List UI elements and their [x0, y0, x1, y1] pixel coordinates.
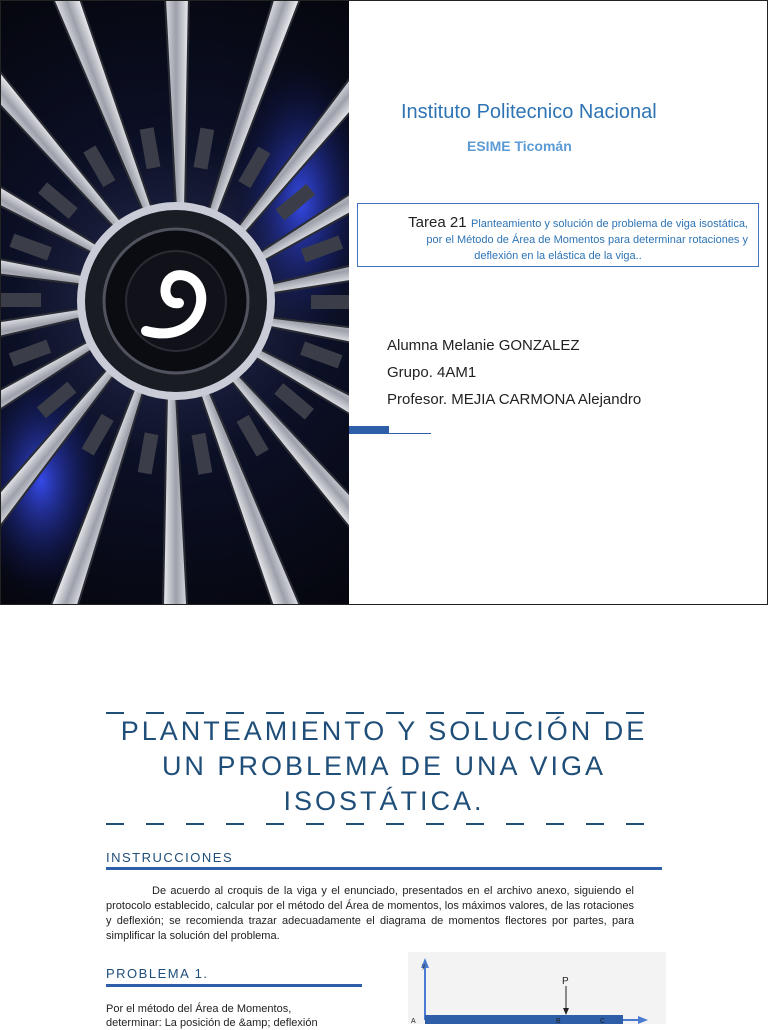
problem-rule — [106, 984, 362, 987]
load-label: P — [562, 976, 569, 987]
problem-line-1: Por el método del Área de Momentos, — [106, 1003, 292, 1015]
task-desc-line3: deflexión en la elástica de la viga.. — [474, 250, 642, 262]
y-axis-label: y — [422, 963, 426, 970]
instructions-paragraph: De acuerdo al croquis de la viga y el enunciado, presentados en el archivo anexo, siguiendo el protocolo establecido, calcular por el método del Área de momentos, los máximos valores, de las rotaciones y deflexión; se recomienda trazar adecuadamente el diagrama de momentos flectores por partes, para simplificar la solución del problema. — [106, 885, 634, 942]
problem-line-2: determinar: La posición de &amp; deflexión — [106, 1017, 318, 1029]
title-line-3: ISOSTÁTICA. — [283, 786, 485, 816]
turbine-blade-slot — [138, 433, 159, 475]
turbine-blade-slot — [192, 433, 213, 475]
task-box — [357, 203, 759, 267]
turbine-blade — [162, 1, 190, 209]
school-name: ESIME Ticomán — [467, 138, 572, 154]
turbine-blade-slot — [10, 234, 52, 261]
problem-heading: PROBLEMA 1. — [106, 966, 209, 981]
turbine-blade — [162, 393, 190, 604]
turbine-blade-slot — [194, 128, 215, 170]
turbine-blade-slot — [300, 342, 342, 369]
point-a-label: A — [411, 1018, 416, 1024]
turbine-blade — [40, 1, 158, 219]
turbine-blade — [194, 383, 312, 604]
turbine-blade-slot — [311, 295, 349, 309]
title-line-1: PLANTEAMIENTO Y SOLUCIÓN DE — [120, 716, 648, 746]
task-desc-line1: Planteamiento y solución de problema de viga isostática, — [471, 218, 748, 230]
point-b-label: B — [556, 1018, 561, 1024]
turbine-fan-illustration — [1, 1, 349, 604]
beam-figure — [408, 952, 666, 1024]
instructions-rule — [106, 867, 662, 870]
professor: Profesor. MEJIA CARMONA Alejandro — [387, 391, 642, 408]
beam — [425, 1015, 623, 1024]
institute-name: Instituto Politecnico Nacional — [401, 101, 657, 123]
student-name: Alumna Melanie GONZALEZ — [387, 337, 580, 354]
task-label: Tarea 21 — [408, 214, 467, 231]
turbine-engine-fan-image — [1, 1, 349, 604]
turbine-blade-slot — [140, 127, 161, 169]
title-line-2: UN PROBLEMA DE UNA VIGA — [161, 751, 607, 781]
instructions-heading: INSTRUCCIONES — [106, 850, 234, 865]
turbine-blade-slot — [1, 293, 41, 307]
point-c-label: C — [600, 1018, 606, 1024]
accent-line — [389, 433, 431, 434]
accent-bar — [349, 426, 389, 434]
task-desc-line2: por el Método de Área de Momentos para determinar rotaciones y — [426, 234, 748, 246]
group: Grupo. 4AM1 — [387, 364, 477, 381]
title-bottom-dashes — [106, 823, 662, 825]
beam-sketch — [408, 952, 666, 1024]
document-title — [106, 714, 662, 819]
